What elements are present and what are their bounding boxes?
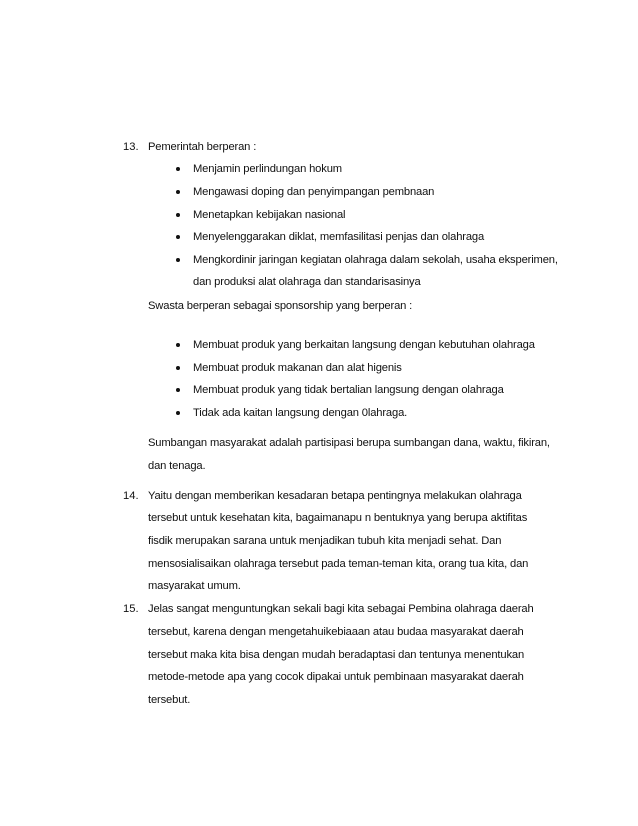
item-15-line: metode-metode apa yang cocok dipakai untuk pembinaan masyarakat daerah <box>148 671 524 683</box>
private-bullet: Membuat produk makanan dan alat higenis <box>193 362 402 374</box>
item-13-number: 13. <box>123 141 139 153</box>
government-bullet: Mengkordinir jaringan kegiatan olahraga dalam sekolah, usaha eksperimen, <box>193 254 558 266</box>
item-14-number: 14. <box>123 490 139 502</box>
government-bullet: Mengawasi doping dan penyimpangan pembnaan <box>193 186 435 198</box>
item-15-line: tersebut. <box>148 694 191 706</box>
private-sector-intro: Swasta berperan sebagai sponsorship yang berperan : <box>148 300 413 312</box>
bullet-icon <box>176 411 180 415</box>
community-paragraph-line: Sumbangan masyarakat adalah partisipasi berupa sumbangan dana, waktu, fikiran, <box>148 437 550 449</box>
item-15-number: 15. <box>123 603 139 615</box>
item-14-line: Yaitu dengan memberikan kesadaran betapa pentingnya melakukan olahraga <box>148 490 522 502</box>
bullet-icon <box>176 343 180 347</box>
bullet-icon <box>176 366 180 370</box>
item-15-line: tersebut, karena dengan mengetahuikebiaaan atau budaa masyarakat daerah <box>148 626 524 638</box>
item-14-line: masyarakat umum. <box>148 580 241 592</box>
bullet-icon <box>176 388 180 392</box>
private-bullet: Tidak ada kaitan langsung dengan 0lahraga. <box>193 407 408 419</box>
government-bullet: Menetapkan kebijakan nasional <box>193 209 346 221</box>
item-14-line: fisdik merupakan sarana untuk menjadikan tubuh kita menjadi sehat. Dan <box>148 535 502 547</box>
item-13-intro: Pemerintah berperan : <box>148 141 257 153</box>
bullet-icon <box>176 258 180 262</box>
bullet-icon <box>176 213 180 217</box>
item-15-line: Jelas sangat menguntungkan sekali bagi kita sebagai Pembina olahraga daerah <box>148 603 534 615</box>
community-paragraph-line: dan tenaga. <box>148 460 206 472</box>
bullet-icon <box>176 235 180 239</box>
item-15-line: tersebut maka kita bisa dengan mudah beradaptasi dan tentunya menentukan <box>148 649 525 661</box>
government-bullet-continuation: dan produksi alat olahraga dan standarisasinya <box>193 276 421 288</box>
bullet-icon <box>176 190 180 194</box>
private-bullet: Membuat produk yang berkaitan langsung dengan kebutuhan olahraga <box>193 339 535 351</box>
bullet-icon <box>176 167 180 171</box>
item-14-line: tersebut untuk kesehatan kita, bagaimanapu n bentuknya yang berupa aktifitas <box>148 512 528 524</box>
government-bullet: Menyelenggarakan diklat, memfasilitasi penjas dan olahraga <box>193 231 485 243</box>
private-bullet: Membuat produk yang tidak bertalian langsung dengan olahraga <box>193 384 504 396</box>
item-14-line: mensosialisaikan olahraga tersebut pada teman-teman kita, orang tua kita, dan <box>148 558 529 570</box>
government-bullet: Menjamin perlindungan hokum <box>193 163 342 175</box>
